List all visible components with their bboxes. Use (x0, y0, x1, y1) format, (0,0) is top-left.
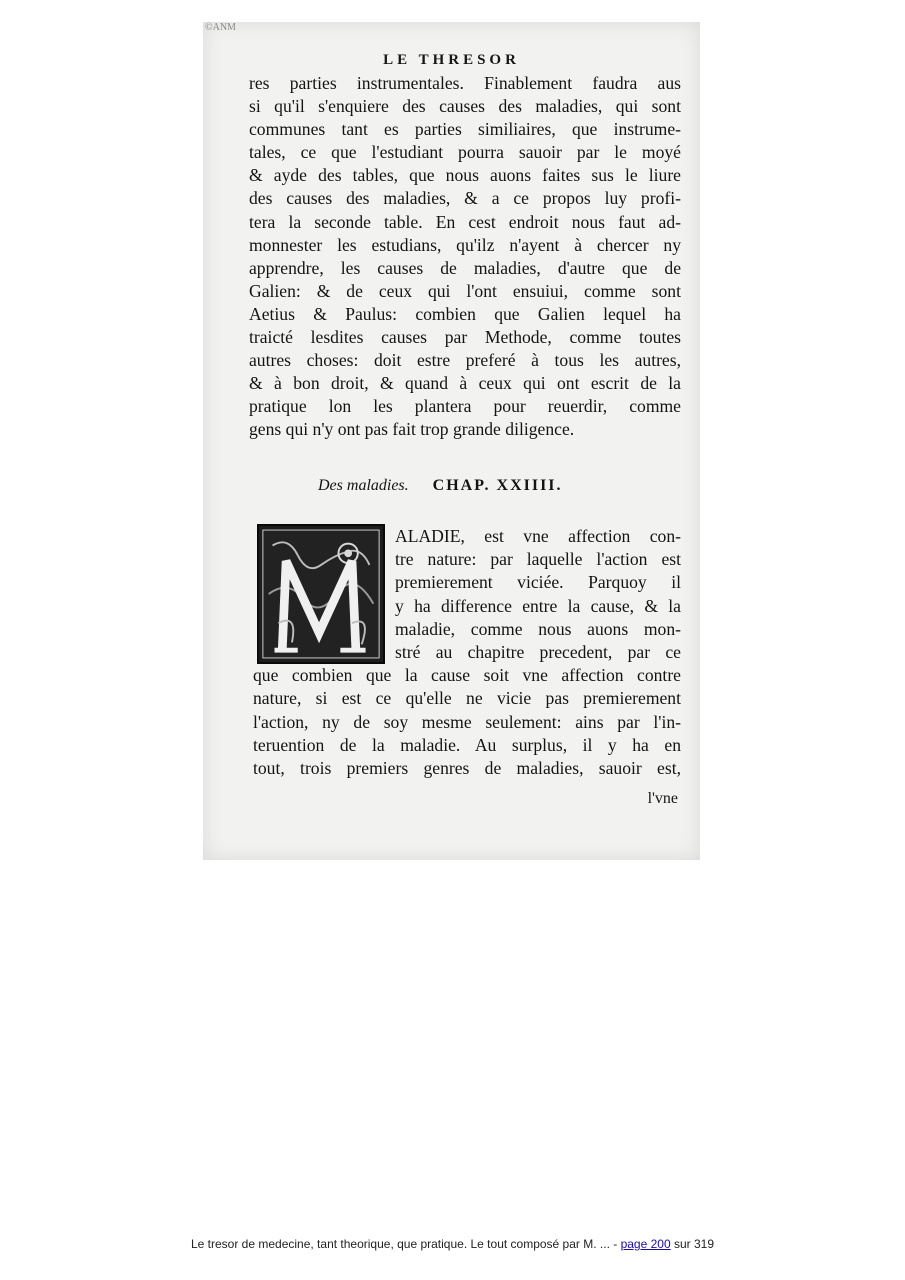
svg-text:M: M (320, 656, 322, 658)
copyright-mark: ©ANM (205, 22, 236, 33)
text-line: y ha difference entre la cause, & la (395, 595, 681, 616)
text-line: tout, trois premiers genres de maladies, sauoir est, (253, 758, 681, 778)
text-line: tales, ce que l'estudiant pourra sauoir par le moyé (249, 142, 681, 163)
text-line: nature, si est ce qu'elle ne vicie pas premierement (253, 688, 681, 709)
text-line: autres choses: doit estre preferé à tous les autres, (249, 350, 681, 371)
page-caption (0, 1237, 905, 1251)
text-line: monnester les estudians, qu'ilz n'ayent à chercer ny (249, 234, 681, 255)
caption-suffix: sur 319 (673, 1237, 715, 1251)
text-line: traicté lesdites causes par Methode, comme toutes (249, 327, 681, 348)
text-line: tera la seconde table. En cest endroit nous faut ad- (249, 211, 681, 232)
text-line: que combien que la cause soit vne affection contre (253, 665, 681, 686)
text-line: si qu'il s'enquiere des causes des maladies, qui sont (249, 96, 681, 117)
running-head: LE THRESOR (383, 52, 520, 68)
scanned-page (203, 22, 700, 860)
text-line: ALADIE, est vne affection con- (395, 526, 681, 546)
text-line: l'action, ny de soy mesme seulement: ains par l'in- (253, 711, 681, 732)
chapter-body (203, 525, 700, 825)
caption-text: Le tresor de medecine, tant theorique, que pratique. Le tout composé par M. ... - (190, 1237, 618, 1251)
chapter-number: CHAP. XXIIII. (432, 477, 563, 494)
text-line: communes tant es parties similiaires, que instrume- (249, 119, 681, 140)
text-line: & à bon droit, & quand à ceux qui ont escrit de la (249, 373, 681, 394)
text-line: Aetius & Paulus: combien que Galien lequel ha (249, 303, 681, 324)
chapter-title: Des maladies. (318, 477, 409, 494)
text-line: & ayde des tables, que nous auons faites sus le liure (249, 165, 681, 186)
text-line: premierement viciée. Parquoy il (395, 572, 681, 593)
text-line: teruention de la maladie. Au surplus, il y ha en (253, 734, 681, 755)
text-line: gens qui n'y ont pas fait trop grande diligence. (249, 419, 575, 440)
text-line: maladie, comme nous auons mon- (395, 618, 681, 639)
text-line: stré au chapitre precedent, par ce (395, 642, 681, 662)
text-line: Galien: & de ceux qui l'ont ensuiui, comme sont (249, 280, 681, 301)
text-line: des causes des maladies, & a ce propos luy profi- (249, 188, 681, 209)
text-line: res parties instrumentales. Finablement faudra aus (249, 73, 681, 93)
text-line: tre nature: par laquelle l'action est (395, 549, 681, 570)
body-text (249, 72, 681, 442)
text-line: apprendre, les causes de maladies, d'autre que de (249, 257, 681, 278)
chapter-heading (318, 477, 563, 495)
page-link[interactable]: page 200 (620, 1237, 671, 1251)
catchword: l'vne (647, 790, 678, 807)
text-line: pratique lon les plantera pour reuerdir, comme (249, 396, 681, 417)
